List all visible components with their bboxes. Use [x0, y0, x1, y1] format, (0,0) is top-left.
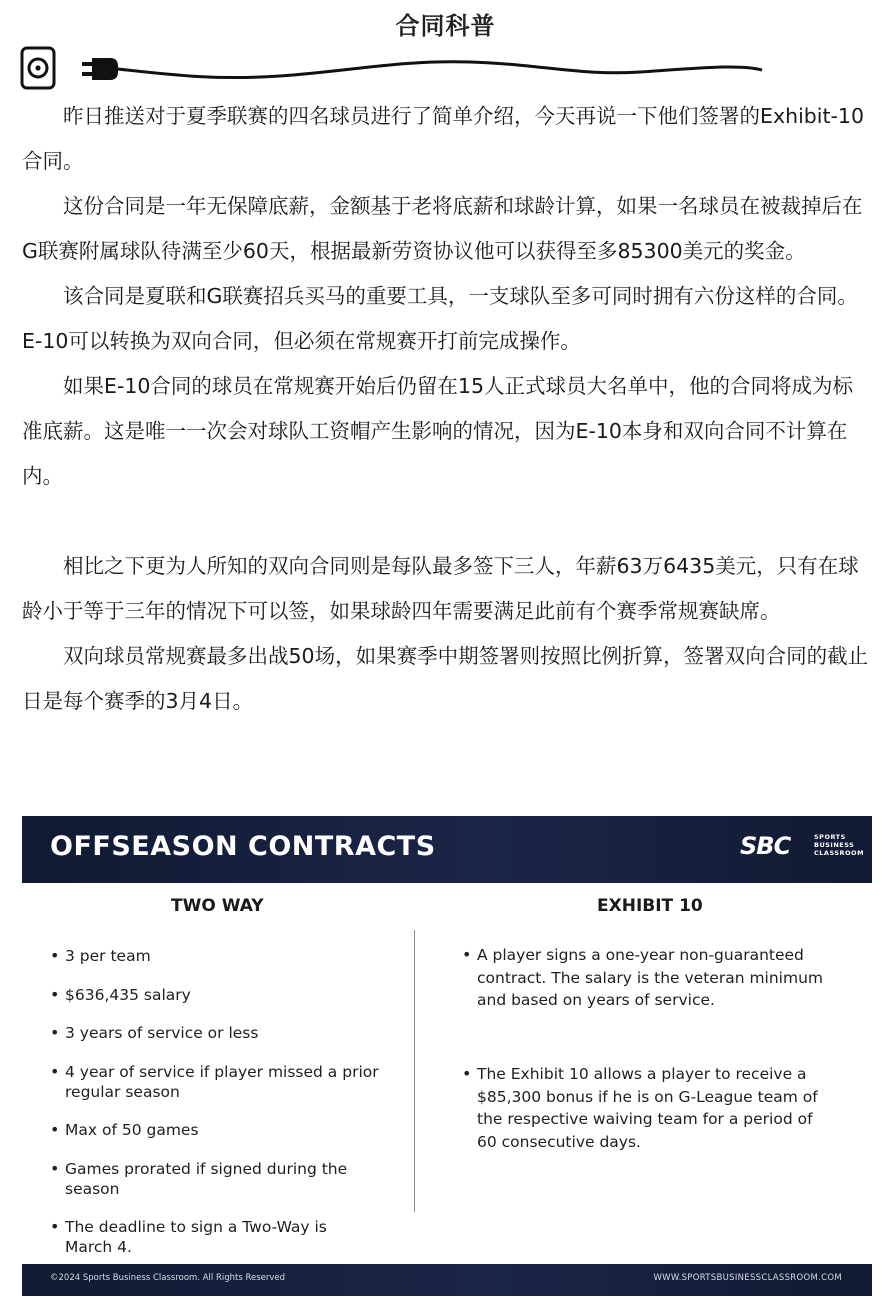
infographic-title: OFFSEASON CONTRACTS: [50, 831, 436, 862]
page-title: 合同科普: [395, 12, 496, 40]
offseason-contracts-infographic: [22, 816, 872, 1296]
article-paragraph: 这份合同是一年无保障底薪，金额基于老将底薪和球龄计算，如果一名球员在被裁掉后在G联赛附属球队待满至少60天，根据最新劳资协议他可以获得至多85300美元的奖金。: [22, 194, 863, 263]
list-item: • A player signs a one-year non-guaranteed contract. The salary is the veteran minimum and based on years of service.: [462, 944, 837, 1012]
list-item: • 3 per team: [50, 946, 390, 966]
list-item: • The Exhibit 10 allows a player to receive a $85,300 bonus if he is on G-League team of the respective waiving team for a period of 60 consecutive days.: [462, 1063, 837, 1153]
article-paragraph: 相比之下更为人所知的双向合同则是每队最多签下三人，年薪63万6435美元，只有在球龄小于等于三年的情况下可以签，如果球龄四年需要满足此前有个赛季常规赛缺席。: [22, 554, 859, 623]
website-url: WWW.SPORTSBUSINESSCLASSROOM.COM: [653, 1273, 842, 1283]
article-paragraph: 该合同是夏联和G联赛招兵买马的重要工具，一支球队至多可同时拥有六份这样的合同。E-10可以转换为双向合同，但必须在常规赛开打前完成操作。: [22, 284, 858, 353]
copyright-text: ©2024 Sports Business Classroom. All Rights Reserved: [50, 1273, 286, 1283]
list-item: • $636,435 salary: [50, 985, 390, 1005]
logo-sub-line: CLASSROOM: [814, 849, 865, 857]
article-paragraph: 如果E-10合同的球员在常规赛开始后仍留在15人正式球员大名单中，他的合同将成为标准底薪。这是唯一一次会对球队工资帽产生影响的情况，因为E-10本身和双向合同不计算在内。: [22, 374, 854, 488]
column-divider: [414, 930, 415, 1212]
logo-subtitle: [814, 833, 864, 857]
power-plug-icon: [82, 58, 762, 80]
power-socket-icon: [22, 48, 54, 88]
list-item: • Max of 50 games: [50, 1120, 390, 1140]
list-item: • 3 years of service or less: [50, 1023, 390, 1043]
infographic-footer: [22, 1264, 872, 1296]
logo-sub-line: SPORTS: [814, 833, 846, 841]
list-item: • Games prorated if signed during the season: [50, 1159, 350, 1199]
logo-sub-line: BUSINESS: [814, 841, 855, 849]
logo-mark: SBC: [740, 832, 791, 860]
plug-cable-decoration: [20, 46, 780, 94]
infographic-header: [22, 816, 872, 883]
two-way-heading: TWO WAY: [171, 896, 264, 916]
exhibit-10-heading: EXHIBIT 10: [597, 896, 703, 916]
list-item: • 4 year of service if player missed a prior regular season: [50, 1062, 380, 1102]
sbc-logo: [740, 830, 865, 866]
list-item: • The deadline to sign a Two-Way is March 4.: [50, 1217, 360, 1257]
article-paragraph: 昨日推送对于夏季联赛的四名球员进行了简单介绍，今天再说一下他们签署的Exhibit-10合同。: [22, 104, 864, 173]
article-body: [22, 94, 872, 724]
paragraph-gap: [22, 499, 872, 544]
article-paragraph: 双向球员常规赛最多出战50场，如果赛季中期签署则按照比例折算，签署双向合同的截止日是每个赛季的3月4日。: [22, 644, 869, 713]
